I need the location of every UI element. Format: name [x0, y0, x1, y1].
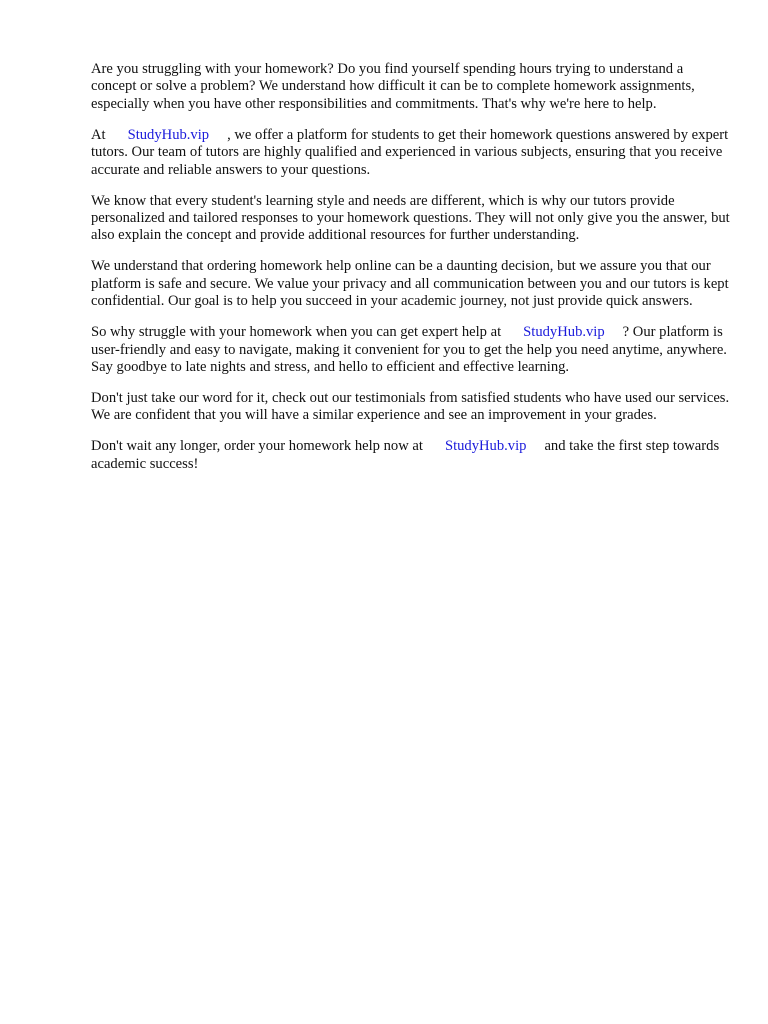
paragraph-security	[91, 258, 731, 310]
paragraph-testimonials-text: Don't just take our word for it, check out our testimonials from satisfied students who have used our services. We are confident that you will have a similar experience and see an improvement in your grades.	[91, 390, 730, 424]
paragraph-testimonials	[91, 390, 731, 425]
studyhub-link-3[interactable]: StudyHub.vip	[444, 438, 527, 455]
paragraph-intro	[91, 61, 731, 113]
paragraph-order-lead: Don't wait any longer, order your homework help now at	[91, 438, 423, 455]
studyhub-link-2[interactable]: StudyHub.vip	[523, 324, 605, 341]
paragraph-order	[91, 438, 731, 473]
paragraph-platform-text: , we offer a platform for students to get their homework questions answered by expert tutors. Our team of tutors are highly qualified and experienced in various subjects, ensuring that you receive accurate and reliable answers to your questions.	[91, 126, 729, 178]
document-page	[91, 61, 731, 487]
studyhub-link-1[interactable]: StudyHub.vip	[127, 126, 210, 143]
paragraph-why-lead: So why struggle with your homework when you can get expert help at	[91, 324, 502, 341]
paragraph-platform-lead: At	[91, 126, 106, 143]
paragraph-security-text: We understand that ordering homework help online can be a daunting decision, but we assure you that our platform is safe and secure. We value your privacy and all communication between you and our tutors is kept confidential. Our goal is to help you succeed in your academic journey, not just provide quick answers.	[91, 258, 729, 310]
paragraph-learning-style-text: We know that every student's learning style and needs are different, which is why our tutors provide personalized and tailored responses to your homework questions. They will not only give you the answer, but also explain the concept and provide additional resources for further understanding.	[91, 192, 730, 244]
paragraph-why-text: ? Our platform is user-friendly and easy to navigate, making it convenient for you to get the help you need anytime, anywhere. Say goodbye to late nights and stress, and hello to efficient and effective learning.	[91, 324, 727, 376]
paragraph-why	[91, 324, 731, 376]
paragraph-intro-text: Are you struggling with your homework? Do you find yourself spending hours trying to understand a concept or solve a problem? We understand how difficult it can be to complete homework assignments, especially when you have other responsibilities and commitments. That's why we're here to help.	[91, 61, 695, 112]
paragraph-learning-style	[91, 193, 731, 245]
paragraph-order-text: and take the first step towards academic success!	[91, 438, 720, 472]
paragraph-platform	[91, 127, 731, 179]
